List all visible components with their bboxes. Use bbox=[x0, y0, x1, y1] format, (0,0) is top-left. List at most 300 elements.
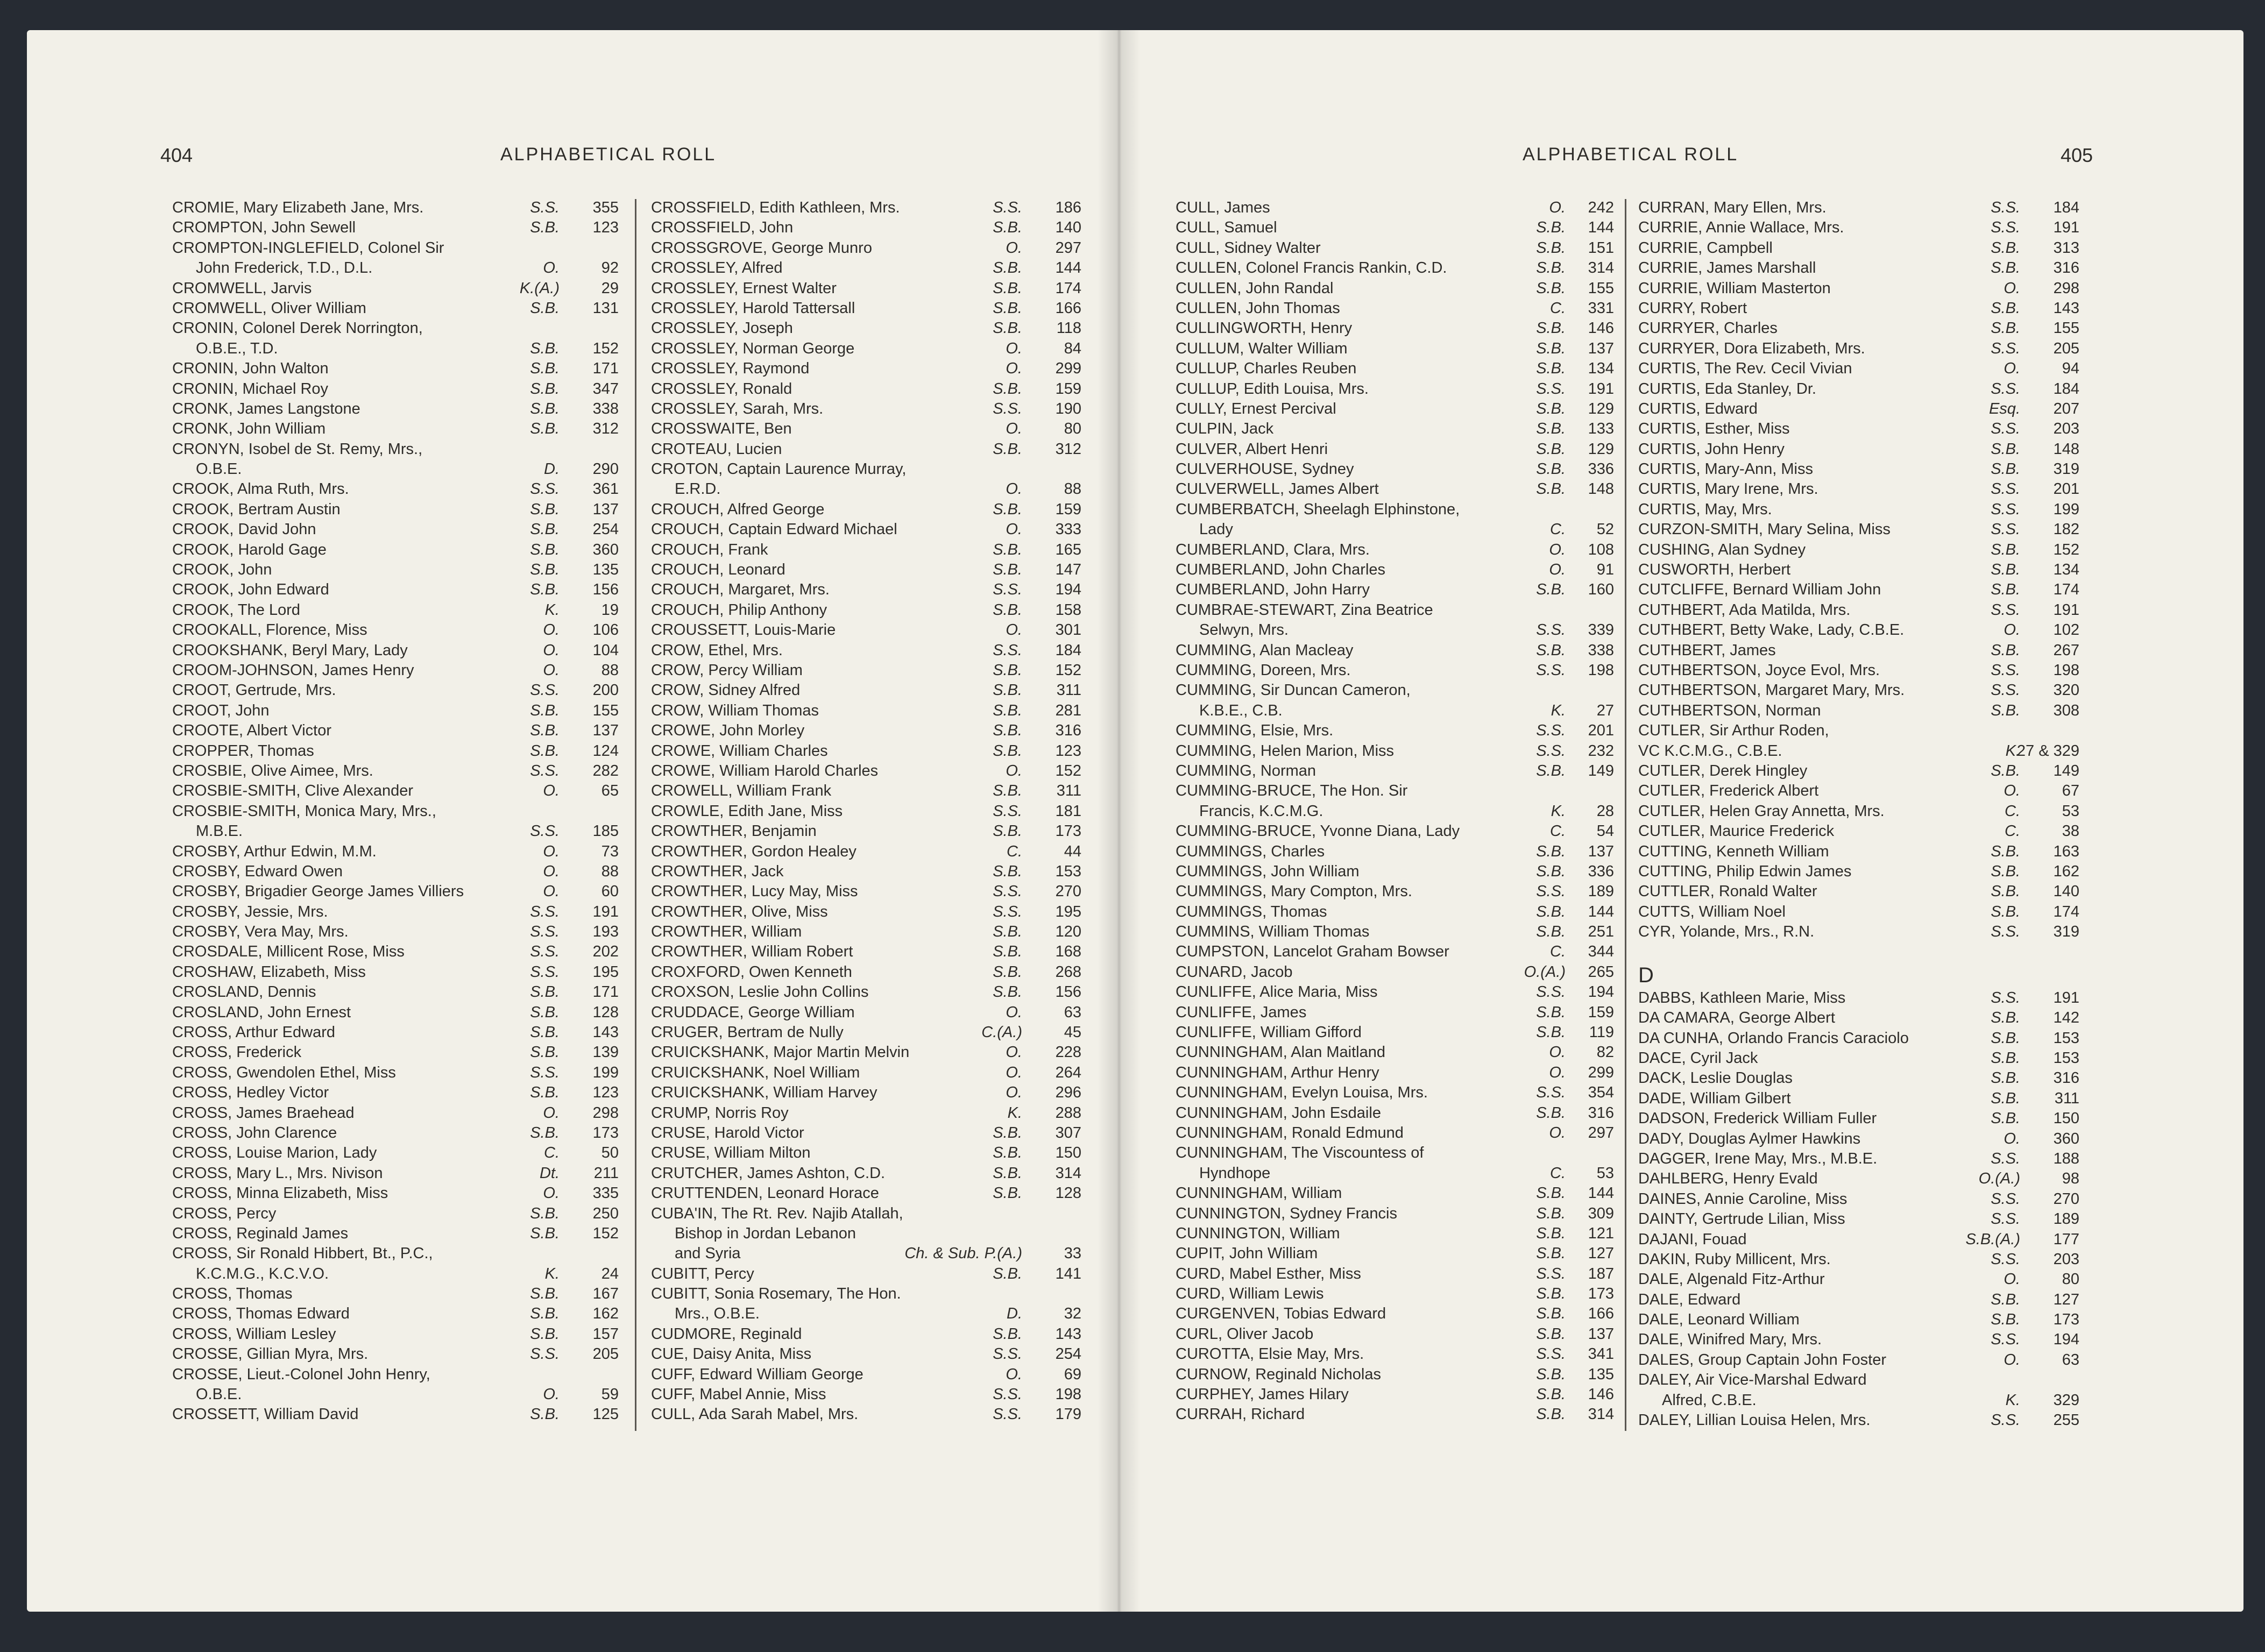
entry-page: 254 bbox=[1055, 1345, 1081, 1363]
entry-name: CROSDALE, Millicent Rose, Miss bbox=[172, 943, 405, 961]
entry-order: K. bbox=[544, 1265, 560, 1282]
entry-name: CROWE, William Charles bbox=[651, 742, 828, 760]
entry-page: 146 bbox=[1588, 320, 1614, 337]
entry-order: S.S. bbox=[993, 581, 1022, 599]
entry-name: CULL, Samuel bbox=[1176, 219, 1277, 237]
entry-page: 314 bbox=[1588, 1406, 1614, 1423]
entry-order: S.B. bbox=[993, 1124, 1022, 1141]
entry-page: 199 bbox=[2053, 500, 2079, 518]
entry-page: 120 bbox=[1055, 923, 1081, 941]
entry-name: CROWTHER, Olive, Miss bbox=[651, 903, 828, 920]
entry-page: 98 bbox=[2062, 1170, 2079, 1188]
entry-order: S.S. bbox=[1536, 661, 1566, 679]
roll-entry bbox=[651, 399, 1081, 419]
entry-page: 137 bbox=[592, 500, 619, 518]
roll-entry bbox=[1638, 299, 2079, 318]
entry-name: CUMMING, Alan Macleay bbox=[1176, 641, 1354, 659]
roll-entry bbox=[172, 1103, 619, 1123]
roll-entry bbox=[1638, 218, 2079, 238]
entry-name: CUMMING, Doreen, Mrs. bbox=[1176, 661, 1351, 679]
entry-order: S.B. bbox=[1991, 581, 2020, 599]
entry-order: S.B. bbox=[993, 661, 1022, 679]
entry-order: S.B. bbox=[1991, 299, 2020, 317]
entry-page: 155 bbox=[2053, 320, 2079, 337]
entry-name: CROSS, Reginald James bbox=[172, 1224, 349, 1242]
entry-order: O. bbox=[1006, 621, 1022, 639]
entry-order: S.B. bbox=[1536, 279, 1566, 297]
entry-name: CRUMP, Norris Roy bbox=[651, 1104, 789, 1122]
entry-order: S.S. bbox=[993, 1386, 1022, 1403]
entry-page: 167 bbox=[592, 1285, 619, 1303]
roll-entry bbox=[1176, 862, 1614, 882]
entry-name: CURRIE, James Marshall bbox=[1638, 259, 1816, 277]
entry-name: CRONIN, Michael Roy bbox=[172, 380, 329, 398]
entry-page: 94 bbox=[2062, 360, 2079, 378]
entry-page: 142 bbox=[2053, 1009, 2079, 1027]
entry-name: CUNLIFFE, Alice Maria, Miss bbox=[1176, 983, 1378, 1001]
right-column-rule bbox=[1625, 199, 1626, 1431]
roll-entry bbox=[1176, 761, 1614, 781]
entry-order: Ch. & Sub. P.(A.) bbox=[904, 1245, 1022, 1263]
right-page-number: 405 bbox=[2061, 144, 2093, 166]
entry-order: O. bbox=[543, 1386, 560, 1403]
roll-entry bbox=[172, 1405, 619, 1424]
entry-page: 288 bbox=[1055, 1104, 1081, 1122]
entry-page: 270 bbox=[2053, 1190, 2079, 1208]
roll-entry bbox=[1638, 862, 2079, 882]
entry-page: 135 bbox=[1588, 1365, 1614, 1383]
entry-name: CUMBRAE-STEWART, Zina Beatrice bbox=[1176, 601, 1433, 619]
entry-page: 203 bbox=[2053, 420, 2079, 438]
entry-order: S.S. bbox=[1991, 380, 2020, 398]
roll-entry bbox=[172, 661, 619, 680]
entry-name: CRONIN, John Walton bbox=[172, 360, 329, 378]
roll-entry bbox=[1176, 1043, 1614, 1062]
roll-entry bbox=[1176, 1264, 1614, 1284]
entry-order: S.B. bbox=[1536, 1325, 1566, 1343]
entry-page: 265 bbox=[1588, 963, 1614, 981]
entry-name: CROSSLEY, Alfred bbox=[651, 259, 783, 277]
entry-page: 127 bbox=[2053, 1291, 2079, 1308]
entry-order: S.S. bbox=[1991, 1250, 2020, 1268]
entry-order: S.S. bbox=[1536, 380, 1566, 398]
entry-order: S.B. bbox=[1536, 320, 1566, 337]
entry-page: 129 bbox=[1588, 440, 1614, 458]
roll-entry bbox=[172, 299, 619, 318]
entry-order: Esq. bbox=[1988, 400, 2020, 417]
entry-name: CROSS, Gwendolen Ethel, Miss bbox=[172, 1063, 396, 1081]
entry-name: CUNNINGTON, Sydney Francis bbox=[1176, 1204, 1397, 1222]
entry-order: S.S. bbox=[993, 199, 1022, 216]
entry-order: D. bbox=[1007, 1305, 1022, 1323]
entry-name: CROUCH, Alfred George bbox=[651, 500, 825, 518]
entry-name: John Frederick, T.D., D.L. bbox=[196, 259, 373, 277]
entry-name: CULVER, Albert Henri bbox=[1176, 440, 1328, 458]
roll-entry bbox=[1176, 902, 1614, 922]
entry-order: S.B. bbox=[1991, 762, 2020, 779]
entry-name: DADY, Douglas Aylmer Hawkins bbox=[1638, 1130, 1861, 1147]
entry-page: 311 bbox=[2054, 1089, 2079, 1107]
entry-order: K. bbox=[544, 601, 560, 619]
entry-page: 188 bbox=[2053, 1150, 2079, 1167]
entry-order: S.S. bbox=[1536, 983, 1566, 1001]
entry-name: CURNOW, Reginald Nicholas bbox=[1176, 1365, 1381, 1383]
entry-name: CUMMINGS, John William bbox=[1176, 862, 1360, 880]
entry-page: 179 bbox=[1055, 1406, 1081, 1423]
entry-order: S.S. bbox=[1536, 742, 1566, 760]
entry-name: CROOK, David John bbox=[172, 521, 316, 538]
entry-page: 53 bbox=[2062, 802, 2079, 820]
entry-order: S.B. bbox=[1536, 1285, 1566, 1303]
entry-page: 127 bbox=[1588, 1245, 1614, 1263]
entry-order: S.B. bbox=[1536, 581, 1566, 599]
entry-name: CROSSLEY, Norman George bbox=[651, 339, 855, 357]
entry-name: CUMMING-BRUCE, Yvonne Diana, Lady bbox=[1176, 823, 1460, 840]
entry-name: CUBITT, Sonia Rosemary, The Hon. bbox=[651, 1285, 901, 1303]
entry-page: 65 bbox=[601, 782, 619, 800]
entry-order: S.B. bbox=[530, 1084, 560, 1102]
entry-name: CROSSE, Lieut.-Colonel John Henry, bbox=[172, 1365, 430, 1383]
entry-page: 254 bbox=[592, 521, 619, 538]
entry-order: S.S. bbox=[1536, 883, 1566, 901]
entry-page: 133 bbox=[1588, 420, 1614, 438]
roll-entry bbox=[172, 419, 619, 439]
entry-order: S.S. bbox=[530, 1063, 560, 1081]
entry-page: 159 bbox=[1055, 500, 1081, 518]
entry-order: S.B. bbox=[530, 400, 560, 417]
entry-page: 149 bbox=[2053, 762, 2079, 779]
entry-page: 52 bbox=[1596, 521, 1614, 538]
entry-name: CULLEN, John Randal bbox=[1176, 279, 1334, 297]
roll-entry bbox=[1176, 1164, 1614, 1183]
entry-page: 191 bbox=[592, 903, 619, 920]
entry-name: CUNNINGHAM, Arthur Henry bbox=[1176, 1063, 1379, 1081]
entry-name: M.B.E. bbox=[196, 823, 243, 840]
roll-entry bbox=[172, 318, 619, 338]
entry-order: S.B. bbox=[993, 963, 1022, 981]
entry-name: CROOTE, Albert Victor bbox=[172, 722, 331, 740]
entry-name: CROSBIE, Olive Aimee, Mrs. bbox=[172, 762, 373, 779]
entry-name: CUNNINGHAM, Alan Maitland bbox=[1176, 1044, 1385, 1061]
entry-name: DAHLBERG, Henry Evald bbox=[1638, 1170, 1818, 1188]
entry-name: CROSBIE-SMITH, Monica Mary, Mrs., bbox=[172, 802, 436, 820]
roll-entry bbox=[651, 1083, 1081, 1103]
entry-order: S.B. bbox=[1536, 1104, 1566, 1122]
roll-entry bbox=[172, 842, 619, 862]
entry-order: S.B. bbox=[1991, 1291, 2020, 1308]
entry-order: S.B. bbox=[1536, 1406, 1566, 1423]
roll-entry bbox=[1176, 359, 1614, 379]
entry-page: 134 bbox=[1588, 360, 1614, 378]
entry-name: CROSBY, Brigadier George James Villiers bbox=[172, 883, 464, 901]
entry-name: CYR, Yolande, Mrs., R.N. bbox=[1638, 923, 1815, 941]
entry-name: CUTHBERT, James bbox=[1638, 641, 1776, 659]
roll-entry bbox=[1638, 258, 2079, 278]
roll-entry bbox=[1176, 238, 1614, 258]
entry-name: CROMIE, Mary Elizabeth Jane, Mrs. bbox=[172, 199, 424, 216]
entry-name: CROWTHER, Gordon Healey bbox=[651, 842, 857, 860]
entry-page: 320 bbox=[2053, 682, 2079, 699]
entry-name: CROWTHER, William Robert bbox=[651, 943, 853, 961]
entry-page: 191 bbox=[2053, 989, 2079, 1006]
entry-order: S.B. bbox=[1536, 1386, 1566, 1403]
entry-order: S.B. bbox=[1991, 561, 2020, 579]
entry-page: 155 bbox=[1588, 279, 1614, 297]
roll-entry bbox=[1176, 479, 1614, 499]
entry-name: DALEY, Air Vice-Marshal Edward bbox=[1638, 1371, 1867, 1389]
entry-order: O. bbox=[1006, 521, 1022, 538]
entry-name: CROWTHER, Benjamin bbox=[651, 823, 817, 840]
roll-entry bbox=[1638, 1391, 2079, 1410]
entry-page: 141 bbox=[1055, 1265, 1081, 1282]
entry-order: S.B. bbox=[530, 521, 560, 538]
roll-entry bbox=[1176, 520, 1614, 540]
entry-page: 319 bbox=[2053, 923, 2079, 941]
roll-entry bbox=[172, 802, 619, 821]
entry-name: Alfred, C.B.E. bbox=[1662, 1391, 1757, 1409]
entry-name: DALE, Leonard William bbox=[1638, 1311, 1800, 1329]
entry-order: S.B. bbox=[993, 983, 1022, 1001]
entry-order: S.B. bbox=[1991, 862, 2020, 880]
entry-name: CROW, Sidney Alfred bbox=[651, 682, 801, 699]
entry-order: S.B. bbox=[993, 601, 1022, 619]
entry-order: S.B. bbox=[1991, 1069, 2020, 1087]
entry-name: CROMPTON-INGLEFIELD, Colonel Sir bbox=[172, 239, 444, 257]
entry-order: O. bbox=[543, 782, 560, 800]
entry-order: S.B. bbox=[993, 440, 1022, 458]
roll-entry bbox=[172, 520, 619, 540]
entry-page: 166 bbox=[1055, 299, 1081, 317]
entry-order: S.B. bbox=[1536, 762, 1566, 779]
entry-name: CUMMINGS, Charles bbox=[1176, 842, 1325, 860]
roll-entry bbox=[651, 1405, 1081, 1424]
roll-entry bbox=[651, 641, 1081, 661]
roll-entry bbox=[1176, 942, 1614, 962]
entry-page: 152 bbox=[1055, 661, 1081, 679]
entry-name: CULL, Sidney Walter bbox=[1176, 239, 1321, 257]
entry-order: O. bbox=[1006, 239, 1022, 257]
roll-entry bbox=[172, 641, 619, 661]
entry-name: CRUICKSHANK, Major Martin Melvin bbox=[651, 1044, 910, 1061]
entry-order: S.S. bbox=[530, 762, 560, 779]
entry-page: 355 bbox=[592, 199, 619, 216]
entry-order: S.B. bbox=[530, 541, 560, 558]
roll-entry bbox=[1638, 1370, 2079, 1390]
entry-page: 205 bbox=[592, 1345, 619, 1363]
entry-name: CUTLER, Sir Arthur Roden, bbox=[1638, 722, 1829, 740]
entry-page: 24 bbox=[601, 1265, 619, 1282]
entry-order: O. bbox=[543, 661, 560, 679]
roll-entry bbox=[1638, 339, 2079, 359]
entry-page: 211 bbox=[593, 1164, 619, 1182]
entry-order: S.B. bbox=[993, 320, 1022, 337]
entry-name: CROSSWAITE, Ben bbox=[651, 420, 792, 438]
entry-page: 251 bbox=[1588, 923, 1614, 941]
roll-entry bbox=[1176, 1023, 1614, 1043]
entry-page: 137 bbox=[592, 722, 619, 740]
entry-page: 33 bbox=[1064, 1245, 1081, 1263]
entry-page: 198 bbox=[1055, 1386, 1081, 1403]
entry-page: 191 bbox=[2053, 219, 2079, 237]
entry-page: 189 bbox=[1588, 883, 1614, 901]
entry-order: O. bbox=[1549, 561, 1566, 579]
entry-order: S.B. bbox=[993, 943, 1022, 961]
entry-name: DAKIN, Ruby Millicent, Mrs. bbox=[1638, 1250, 1831, 1268]
entry-name: CUMBERLAND, John Harry bbox=[1176, 581, 1370, 599]
entry-order: S.S. bbox=[530, 823, 560, 840]
roll-entry bbox=[1638, 238, 2079, 258]
entry-order: S.B. bbox=[1991, 440, 2020, 458]
roll-entry bbox=[172, 942, 619, 962]
entry-order: S.S. bbox=[1991, 1412, 2020, 1429]
entry-page: 201 bbox=[2053, 480, 2079, 498]
entry-name: CRUSE, Harold Victor bbox=[651, 1124, 804, 1141]
entry-page: 297 bbox=[1055, 239, 1081, 257]
entry-order: S.S. bbox=[1991, 420, 2020, 438]
entry-name: Selwyn, Mrs. bbox=[1199, 621, 1289, 639]
entry-name: CROSSLEY, Sarah, Mrs. bbox=[651, 400, 824, 417]
entry-name: CROOM-JOHNSON, James Henry bbox=[172, 661, 414, 679]
entry-name: DAINES, Annie Caroline, Miss bbox=[1638, 1190, 1848, 1208]
entry-name: CUSWORTH, Herbert bbox=[1638, 561, 1791, 579]
roll-entry bbox=[1176, 641, 1614, 661]
entry-order: S.B. bbox=[530, 1044, 560, 1061]
roll-entry bbox=[651, 620, 1081, 640]
roll-entry bbox=[1638, 620, 2079, 640]
entry-order: O. bbox=[543, 1104, 560, 1122]
entry-name: Bishop in Jordan Lebanon bbox=[675, 1224, 856, 1242]
entry-order: S.S. bbox=[993, 903, 1022, 920]
entry-page: 333 bbox=[1055, 521, 1081, 538]
entry-name: CURL, Oliver Jacob bbox=[1176, 1325, 1314, 1343]
entry-page: 82 bbox=[1596, 1044, 1614, 1061]
entry-page: 336 bbox=[1588, 862, 1614, 880]
entry-page: 146 bbox=[1588, 1386, 1614, 1403]
entry-name: CROWTHER, Jack bbox=[651, 862, 784, 880]
entry-name: DALE, Winifred Mary, Mrs. bbox=[1638, 1331, 1822, 1349]
entry-name: CROW, William Thomas bbox=[651, 701, 819, 719]
entry-name: CROW, Percy William bbox=[651, 661, 803, 679]
roll-entry bbox=[651, 1063, 1081, 1083]
roll-entry bbox=[172, 1063, 619, 1083]
roll-entry bbox=[1638, 842, 2079, 862]
left-page-column-1 bbox=[172, 198, 619, 1425]
entry-page: 201 bbox=[1588, 722, 1614, 740]
entry-page: 339 bbox=[1588, 621, 1614, 639]
entry-page: 347 bbox=[592, 380, 619, 398]
entry-name: CRUGER, Bertram de Nully bbox=[651, 1024, 844, 1041]
entry-order: S.B. bbox=[1991, 541, 2020, 558]
entry-page: 316 bbox=[2053, 1069, 2079, 1087]
entry-page: 165 bbox=[1055, 541, 1081, 558]
entry-name: CROPPER, Thomas bbox=[172, 742, 314, 760]
entry-page: 360 bbox=[592, 541, 619, 558]
roll-entry bbox=[1638, 1230, 2079, 1250]
entry-page: 59 bbox=[601, 1386, 619, 1403]
roll-entry bbox=[172, 238, 619, 258]
entry-order: S.B. bbox=[1536, 641, 1566, 659]
entry-name: CUNLIFFE, James bbox=[1176, 1003, 1307, 1021]
entry-page: 171 bbox=[592, 983, 619, 1001]
entry-name: DALE, Algenald Fitz-Arthur bbox=[1638, 1271, 1825, 1288]
roll-entry bbox=[651, 279, 1081, 299]
entry-page: 50 bbox=[601, 1144, 619, 1162]
entry-page: 177 bbox=[2053, 1230, 2079, 1248]
entry-page: 313 bbox=[2053, 239, 2079, 257]
roll-entry bbox=[1176, 218, 1614, 238]
entry-name: CUTTING, Kenneth William bbox=[1638, 842, 1829, 860]
entry-page: 163 bbox=[2053, 842, 2079, 860]
entry-name: CROSSLEY, Raymond bbox=[651, 360, 810, 378]
entry-page: 45 bbox=[1064, 1024, 1081, 1041]
entry-page: 232 bbox=[1588, 742, 1614, 760]
section-letter bbox=[1638, 962, 2079, 988]
entry-name: CROOKSHANK, Beryl Mary, Lady bbox=[172, 641, 408, 659]
entry-name: CROSS, Arthur Edward bbox=[172, 1024, 335, 1041]
roll-entry bbox=[1176, 882, 1614, 902]
roll-entry bbox=[651, 1385, 1081, 1405]
entry-name: Lady bbox=[1199, 521, 1233, 538]
entry-order: O. bbox=[1006, 1084, 1022, 1102]
roll-entry bbox=[651, 902, 1081, 922]
roll-entry bbox=[1638, 580, 2079, 600]
roll-entry bbox=[651, 1365, 1081, 1385]
roll-entry bbox=[651, 680, 1081, 700]
entry-name: CROWELL, William Frank bbox=[651, 782, 832, 800]
entry-page: 191 bbox=[1588, 380, 1614, 398]
entry-page: 121 bbox=[1588, 1224, 1614, 1242]
entry-page: 155 bbox=[592, 701, 619, 719]
entry-name: CUMMINGS, Thomas bbox=[1176, 903, 1327, 920]
entry-page: 162 bbox=[592, 1305, 619, 1323]
entry-page: 185 bbox=[592, 823, 619, 840]
entry-page: 152 bbox=[2053, 541, 2079, 558]
entry-page: 184 bbox=[1055, 641, 1081, 659]
entry-name: CUTLER, Helen Gray Annetta, Mrs. bbox=[1638, 802, 1885, 820]
entry-page: 148 bbox=[1588, 480, 1614, 498]
entry-name: CUTLER, Frederick Albert bbox=[1638, 782, 1819, 800]
roll-entry bbox=[651, 661, 1081, 680]
roll-entry bbox=[1638, 1330, 2079, 1350]
entry-page: 159 bbox=[1588, 1003, 1614, 1021]
entry-name: DAJANI, Fouad bbox=[1638, 1230, 1747, 1248]
entry-order: K. bbox=[1007, 1104, 1022, 1122]
entry-order: S.B. bbox=[1991, 1009, 2020, 1027]
roll-entry bbox=[651, 258, 1081, 278]
roll-entry bbox=[651, 701, 1081, 721]
roll-entry bbox=[1176, 318, 1614, 338]
entry-order: S.S. bbox=[1536, 722, 1566, 740]
entry-page: 148 bbox=[2053, 440, 2079, 458]
entry-name: CULLUP, Edith Louisa, Mrs. bbox=[1176, 380, 1369, 398]
entry-name: CULVERWELL, James Albert bbox=[1176, 480, 1379, 498]
entry-page: 299 bbox=[1588, 1063, 1614, 1081]
entry-name: CROSBY, Edward Owen bbox=[172, 862, 343, 880]
entry-page: 92 bbox=[601, 259, 619, 277]
entry-page: 54 bbox=[1596, 823, 1614, 840]
entry-order: S.B. bbox=[993, 1325, 1022, 1343]
roll-entry bbox=[172, 1143, 619, 1163]
entry-page: 28 bbox=[1596, 802, 1614, 820]
entry-name: DALEY, Lillian Louisa Helen, Mrs. bbox=[1638, 1412, 1871, 1429]
entry-name: CUTTLER, Ronald Walter bbox=[1638, 883, 1817, 901]
entry-name: CUMMING-BRUCE, The Hon. Sir bbox=[1176, 782, 1408, 800]
roll-entry bbox=[1638, 1109, 2079, 1129]
entry-order: S.B. bbox=[1536, 1204, 1566, 1222]
entry-page: 108 bbox=[1588, 541, 1614, 558]
entry-order: S.B. bbox=[1536, 360, 1566, 378]
entry-order: O. bbox=[2004, 782, 2020, 800]
